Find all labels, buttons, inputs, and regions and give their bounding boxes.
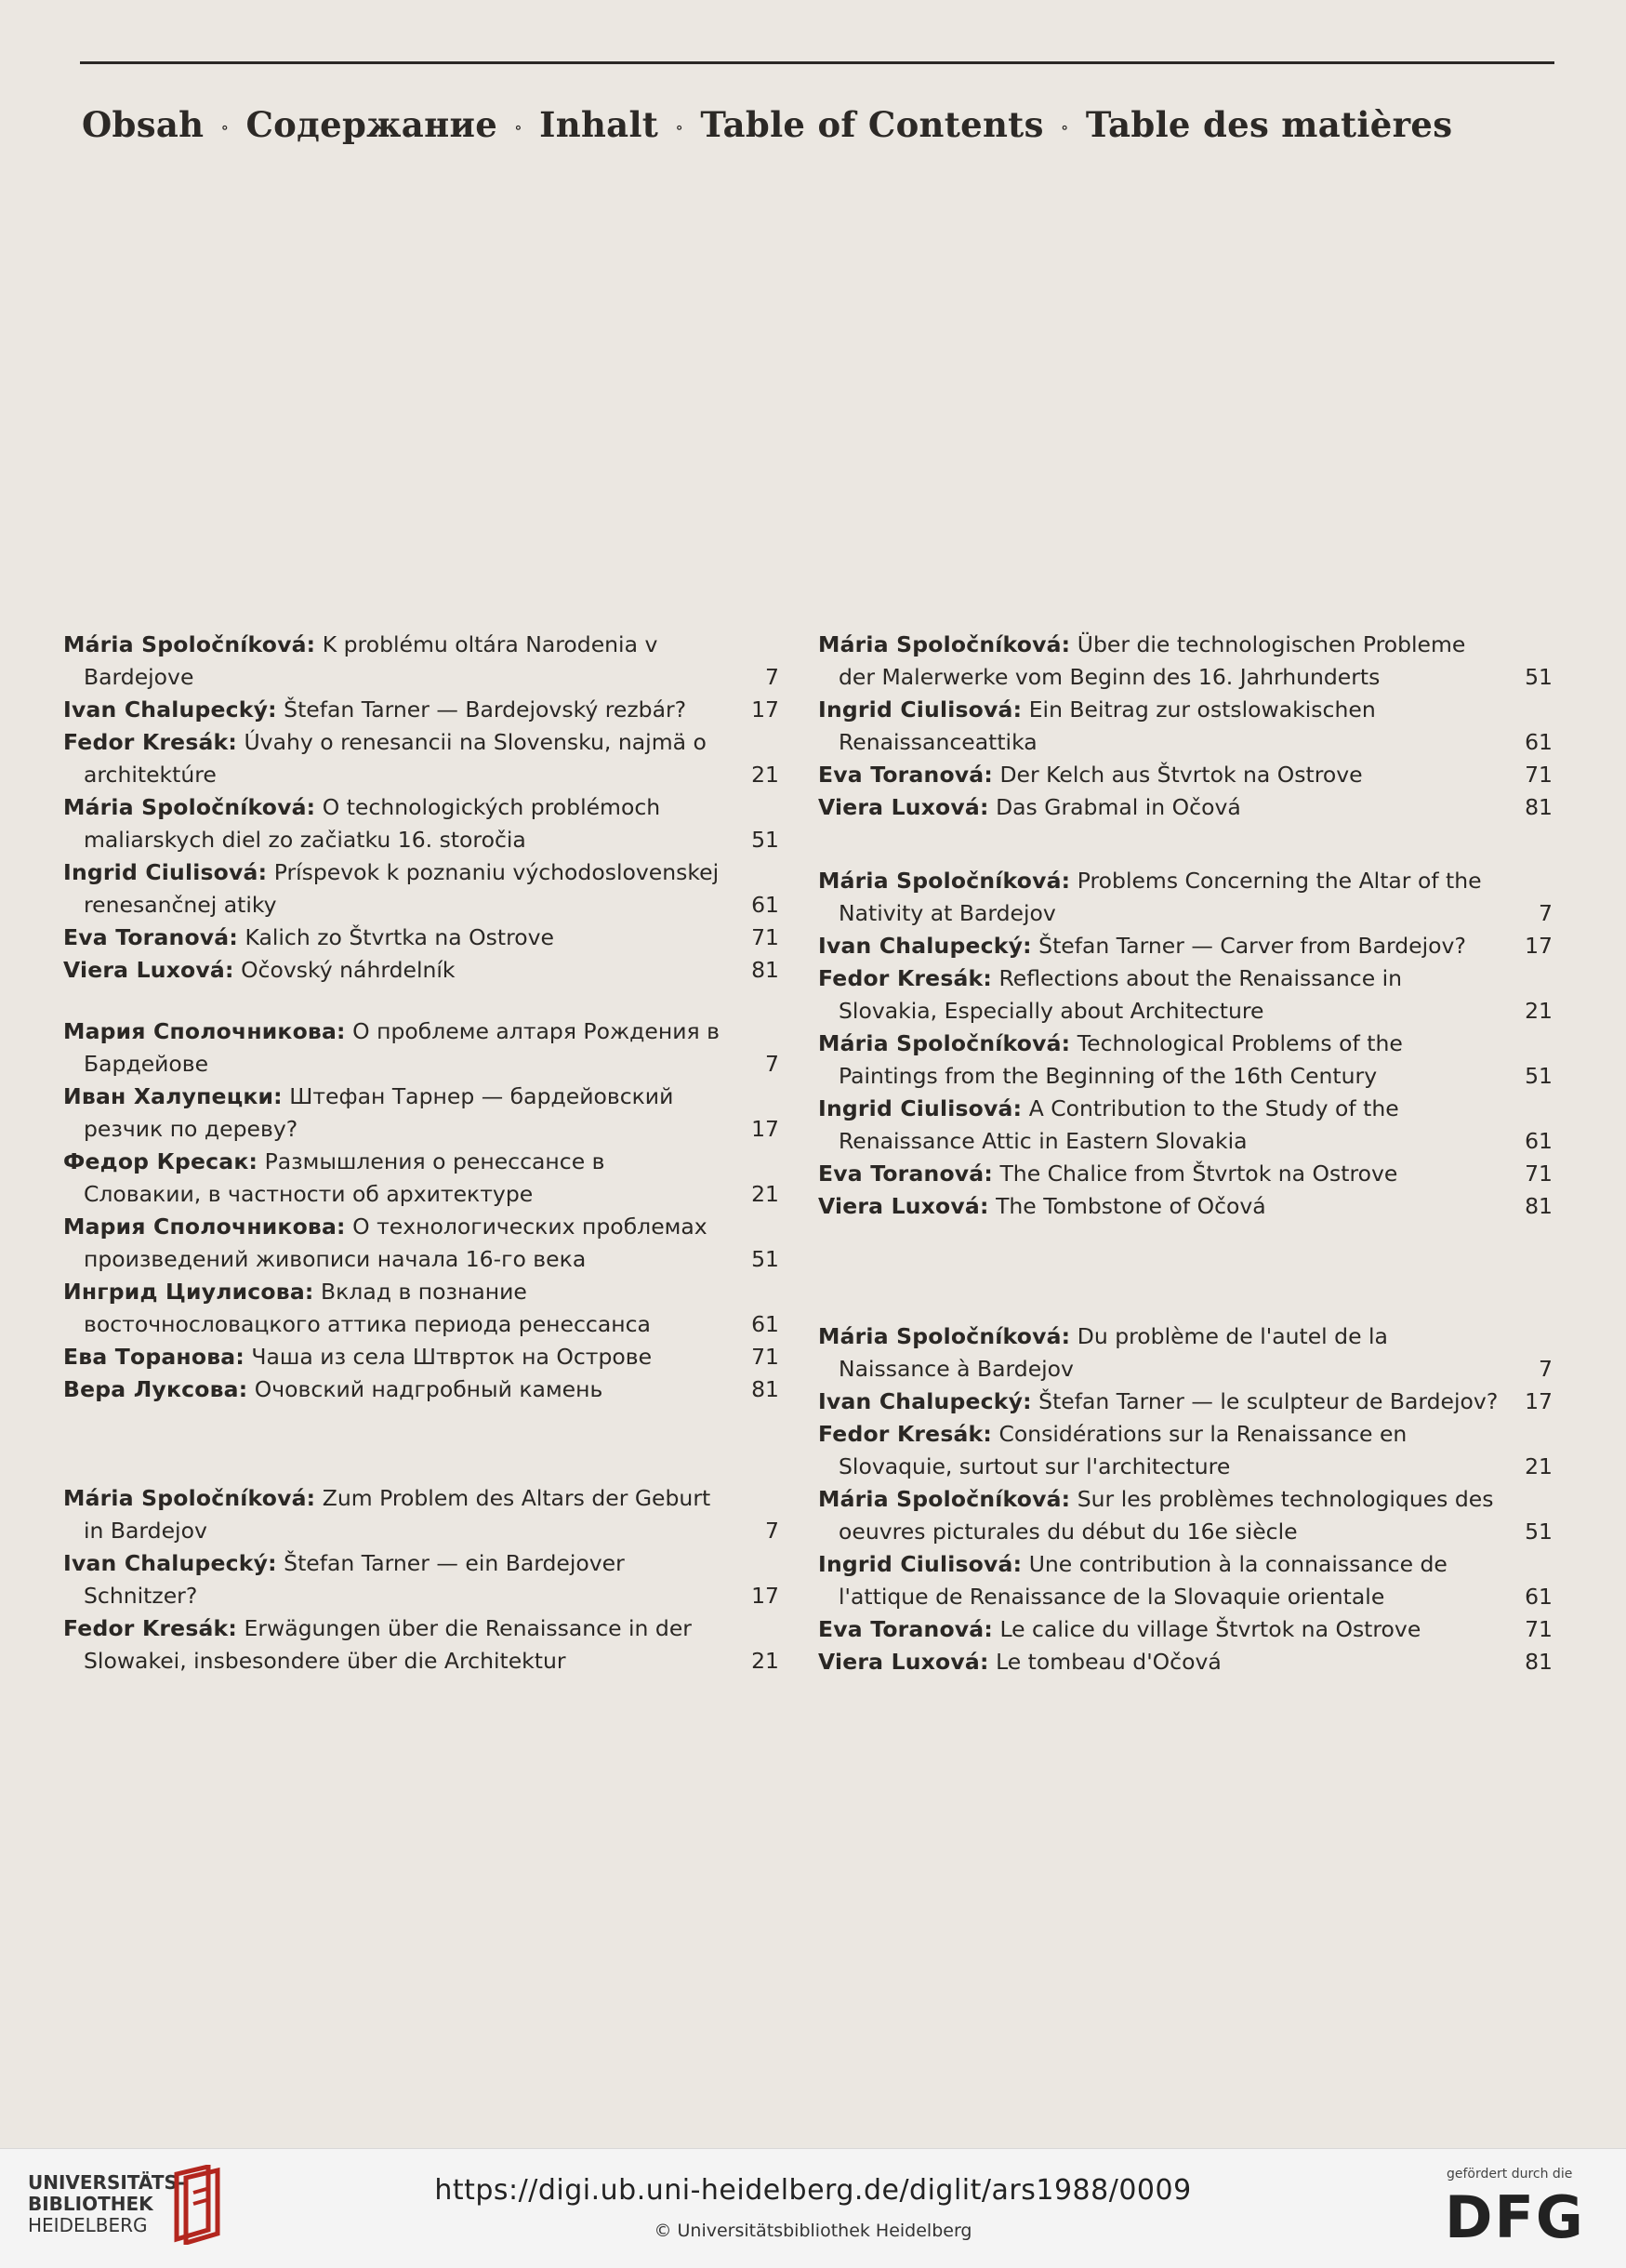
entry-title: Du problème de l'autel de la Naissance à Bardejov xyxy=(839,1323,1388,1382)
entry-author: Mária Spoločníková: xyxy=(818,631,1071,657)
entry-page-number: 7 xyxy=(1539,900,1553,926)
toc-entry[interactable] xyxy=(63,1081,779,1146)
entry-page-number: 17 xyxy=(751,696,779,723)
entry-title: Úvahy o renesancii na Slovensku, najmä o architektúre xyxy=(84,729,707,788)
entry-page-number: 81 xyxy=(751,957,779,983)
entry-author: Viera Luxová: xyxy=(818,1649,989,1675)
toc-entry[interactable] xyxy=(63,856,779,922)
entry-page-number: 51 xyxy=(1525,1519,1553,1545)
entry-page-number: 81 xyxy=(1525,1193,1553,1219)
entry-page-number: 51 xyxy=(751,1246,779,1272)
entry-title: The Chalice from Štvrtok na Ostrove xyxy=(999,1161,1398,1187)
toc-entry[interactable] xyxy=(818,1483,1553,1548)
entry-page-number: 7 xyxy=(1539,1356,1553,1382)
library-name-line: BIBLIOTHEK xyxy=(28,2193,153,2215)
toc-entry[interactable] xyxy=(63,694,779,726)
toc-entry[interactable] xyxy=(63,1146,779,1211)
entry-page-number: 21 xyxy=(1525,998,1553,1024)
entry-title: Ein Beitrag zur ostslowakischen Renaissanceattika xyxy=(839,696,1376,755)
library-name-line: UNIVERSITÄTS- xyxy=(28,2171,186,2194)
entry-page-number: 71 xyxy=(1525,762,1553,788)
entry-page-number: 81 xyxy=(1525,794,1553,820)
heading-separator: ∘ xyxy=(1060,118,1069,138)
entry-page-number: 51 xyxy=(1525,1063,1553,1089)
entry-author: Федор Кресак: xyxy=(63,1148,258,1174)
entry-page-number: 71 xyxy=(751,924,779,950)
entry-title: Штефан Тарнер — бардейовский резчик по дереву? xyxy=(84,1083,674,1142)
entry-page-number: 71 xyxy=(1525,1161,1553,1187)
toc-entry[interactable] xyxy=(818,1646,1553,1678)
toc-entry[interactable] xyxy=(63,629,779,694)
entry-title: О проблеме алтаря Рождения в Бардейове xyxy=(84,1018,720,1077)
toc-entry[interactable] xyxy=(63,1341,779,1373)
entry-title: Der Kelch aus Štvrtok na Ostrove xyxy=(999,762,1363,788)
toc-section xyxy=(818,629,1553,824)
entry-author: Ингрид Циулисова: xyxy=(63,1279,314,1305)
entry-author: Мария Сполочникова: xyxy=(63,1018,346,1044)
copyright-notice: © Universitätsbibliothek Heidelberg xyxy=(654,2221,972,2241)
toc-entry[interactable] xyxy=(63,1211,779,1276)
toc-entry[interactable] xyxy=(63,922,779,954)
toc-entry[interactable] xyxy=(63,1482,779,1547)
entry-page-number: 21 xyxy=(751,762,779,788)
toc-entry[interactable] xyxy=(63,954,779,987)
toc-entry[interactable] xyxy=(818,1386,1553,1418)
toc-entry[interactable] xyxy=(63,726,779,791)
entry-author: Ingrid Ciulisová: xyxy=(818,1095,1023,1121)
heading-separator: ∘ xyxy=(514,118,523,138)
entry-author: Мария Сполочникова: xyxy=(63,1214,346,1240)
entry-title: Considérations sur la Renaissance en Slovaquie, surtout sur l'architecture xyxy=(839,1421,1408,1479)
entry-page-number: 61 xyxy=(751,892,779,918)
entry-title: Une contribution à la connaissance de l'attique de Renaissance de la Slovaquie orientale xyxy=(839,1551,1448,1610)
heading-separator: ∘ xyxy=(675,118,684,138)
library-name-line: HEIDELBERG xyxy=(28,2214,148,2236)
entry-author: Viera Luxová: xyxy=(818,794,989,820)
toc-section xyxy=(818,865,1553,1223)
entry-title: Размышления о ренессансе в Словакии, в частности об архитектуре xyxy=(84,1148,605,1207)
toc-entry[interactable] xyxy=(818,962,1553,1028)
toc-entry[interactable] xyxy=(818,1418,1553,1483)
heading-part: Obsah xyxy=(82,104,205,145)
entry-title: Príspevok k poznaniu východoslovenskej renesančnej atiky xyxy=(84,859,720,918)
entry-title: Le calice du village Štvrtok na Ostrove xyxy=(999,1616,1421,1642)
toc-entry[interactable] xyxy=(818,1158,1553,1190)
entry-title: Erwägungen über die Renaissance in der Slowakei, insbesondere über die Architektur xyxy=(84,1615,692,1674)
entry-author: Ivan Chalupecký: xyxy=(818,933,1032,959)
entry-author: Ivan Chalupecký: xyxy=(818,1388,1032,1414)
entry-author: Иван Халупецки: xyxy=(63,1083,283,1109)
toc-entry[interactable] xyxy=(63,1276,779,1341)
entry-title: O technologických problémoch maliarskych diel zo začiatku 16. storočia xyxy=(84,794,661,853)
entry-author: Ingrid Ciulisová: xyxy=(818,696,1023,723)
toc-entry[interactable] xyxy=(818,1548,1553,1613)
entry-page-number: 51 xyxy=(1525,664,1553,690)
toc-entry[interactable] xyxy=(818,1613,1553,1646)
entry-title: A Contribution to the Study of the Renaissance Attic in Eastern Slovakia xyxy=(839,1095,1399,1154)
entry-author: Fedor Kresák: xyxy=(818,1421,992,1447)
entry-page-number: 21 xyxy=(1525,1453,1553,1479)
toc-entry[interactable] xyxy=(818,694,1553,759)
entry-title: О технологических проблемах произведений живописи начала 16-го века xyxy=(84,1214,707,1272)
entry-title: Über die technologischen Probleme der Malerwerke vom Beginn des 16. Jahrhunderts xyxy=(839,631,1466,690)
toc-entry[interactable] xyxy=(818,865,1553,930)
funder-logo[interactable]: DFG xyxy=(1445,2183,1585,2251)
entry-title: Štefan Tarner — Carver from Bardejov? xyxy=(1038,933,1466,959)
entry-title: Le tombeau d'Očová xyxy=(996,1649,1222,1675)
entry-author: Mária Spoločníková: xyxy=(63,794,316,820)
entry-page-number: 21 xyxy=(751,1181,779,1207)
entry-page-number: 61 xyxy=(1525,1128,1553,1154)
entry-title: Reflections about the Renaissance in Slovakia, Especially about Architecture xyxy=(839,965,1403,1024)
toc-section xyxy=(63,629,779,987)
entry-page-number: 51 xyxy=(751,827,779,853)
toc-entry[interactable] xyxy=(63,1547,779,1612)
entry-page-number: 81 xyxy=(751,1376,779,1402)
toc-entry[interactable] xyxy=(818,1028,1553,1093)
entry-page-number: 61 xyxy=(1525,729,1553,755)
heading-separator: ∘ xyxy=(220,118,230,138)
entry-author: Fedor Kresák: xyxy=(63,729,237,755)
entry-author: Eva Toranová: xyxy=(818,1616,993,1642)
top-rule xyxy=(80,61,1554,64)
toc-entry[interactable] xyxy=(63,791,779,856)
toc-section xyxy=(63,1015,779,1406)
entry-author: Ivan Chalupecký: xyxy=(63,1550,277,1576)
toc-entry[interactable] xyxy=(63,1373,779,1406)
entry-page-number: 71 xyxy=(1525,1616,1553,1642)
entry-title: Problems Concerning the Altar of the Nativity at Bardejov xyxy=(839,868,1482,926)
entry-page-number: 7 xyxy=(765,664,779,690)
entry-author: Ева Торанова: xyxy=(63,1344,245,1370)
entry-author: Mária Spoločníková: xyxy=(818,1486,1071,1512)
entry-title: Štefan Tarner — Bardejovský rezbár? xyxy=(284,696,687,723)
entry-title: The Tombstone of Očová xyxy=(996,1193,1266,1219)
toc-entry[interactable] xyxy=(63,1015,779,1081)
entry-author: Fedor Kresák: xyxy=(63,1615,237,1641)
page-title xyxy=(82,104,1532,145)
entry-page-number: 7 xyxy=(765,1051,779,1077)
entry-title: Вклад в познание восточнословацкого аттика периода ренессанса xyxy=(84,1279,651,1337)
entry-author: Mária Spoločníková: xyxy=(818,868,1071,894)
entry-title: Das Grabmal in Očová xyxy=(996,794,1241,820)
toc-entry[interactable] xyxy=(818,1093,1553,1158)
entry-page-number: 61 xyxy=(1525,1584,1553,1610)
entry-author: Eva Toranová: xyxy=(818,1161,993,1187)
toc-entry[interactable] xyxy=(818,1190,1553,1223)
entry-page-number: 17 xyxy=(751,1583,779,1609)
entry-title: Technological Problems of the Paintings from the Beginning of the 16th Century xyxy=(839,1030,1403,1089)
entry-author: Mária Spoločníková: xyxy=(63,1485,316,1511)
heading-part: Table of Contents xyxy=(700,104,1044,145)
entry-author: Eva Toranová: xyxy=(63,924,238,950)
entry-title: Štefan Tarner — ein Bardejover Schnitzer? xyxy=(84,1550,625,1609)
toc-entry[interactable] xyxy=(818,1320,1553,1386)
entry-title: Zum Problem des Altars der Geburt in Bardejov xyxy=(84,1485,711,1544)
entry-page-number: 17 xyxy=(1525,1388,1553,1414)
entry-page-number: 17 xyxy=(1525,933,1553,959)
funding-note: gefördert durch die xyxy=(1447,2167,1573,2182)
entry-author: Вера Луксова: xyxy=(63,1376,248,1402)
entry-title: Чаша из села Штвртoк на Острове xyxy=(251,1344,653,1370)
entry-page-number: 21 xyxy=(751,1648,779,1674)
permalink-url[interactable]: https://digi.ub.uni-heidelberg.de/diglit/ars1988/0009 xyxy=(434,2174,1192,2207)
heading-part: Содержание xyxy=(245,104,498,145)
toc-section xyxy=(818,1320,1553,1678)
entry-author: Eva Toranová: xyxy=(818,762,993,788)
entry-page-number: 61 xyxy=(751,1311,779,1337)
entry-author: Viera Luxová: xyxy=(818,1193,989,1219)
entry-author: Mária Spoločníková: xyxy=(818,1030,1071,1056)
entry-title: Kalich zo Štvrtka na Ostrove xyxy=(245,924,554,950)
entry-title: Štefan Tarner — le sculpteur de Bardejov? xyxy=(1038,1388,1499,1414)
heading-part: Inhalt xyxy=(539,104,659,145)
entry-title: Očovský náhrdelník xyxy=(241,957,456,983)
toc-entry[interactable] xyxy=(818,759,1553,791)
entry-author: Ingrid Ciulisová: xyxy=(63,859,268,885)
entry-author: Mária Spoločníková: xyxy=(63,631,316,657)
entry-page-number: 17 xyxy=(751,1116,779,1142)
toc-entry[interactable] xyxy=(818,629,1553,694)
entry-title: K problému oltára Narodenia v Bardejove xyxy=(84,631,658,690)
entry-page-number: 71 xyxy=(751,1344,779,1370)
entry-page-number: 7 xyxy=(765,1518,779,1544)
entry-author: Fedor Kresák: xyxy=(818,965,992,991)
entry-author: Mária Spoločníková: xyxy=(818,1323,1071,1349)
entry-title: Sur les problèmes technologiques des oeuvres picturales du début du 16e siècle xyxy=(839,1486,1494,1545)
toc-entry[interactable] xyxy=(63,1612,779,1678)
entry-page-number: 81 xyxy=(1525,1649,1553,1675)
entry-author: Ivan Chalupecký: xyxy=(63,696,277,723)
entry-author: Ingrid Ciulisová: xyxy=(818,1551,1023,1577)
toc-entry[interactable] xyxy=(818,791,1553,824)
footer-bar xyxy=(0,2148,1626,2268)
entry-title: Очовский надгробный камень xyxy=(254,1376,603,1402)
toc-entry[interactable] xyxy=(818,930,1553,962)
toc-section xyxy=(63,1482,779,1678)
heading-part: Table des matières xyxy=(1085,104,1453,145)
entry-author: Viera Luxová: xyxy=(63,957,234,983)
